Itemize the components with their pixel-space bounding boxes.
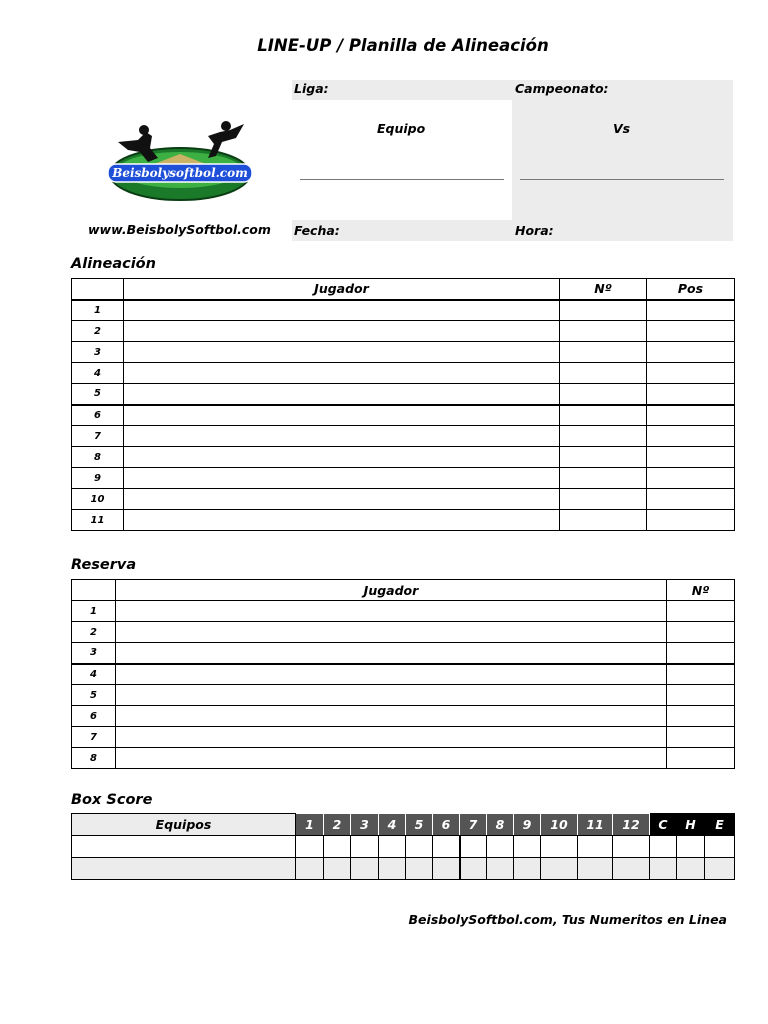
- liga-label: Liga:: [294, 81, 329, 96]
- reserva-row: [72, 601, 735, 622]
- row-number: 7: [72, 727, 116, 748]
- posicion-cell[interactable]: [647, 321, 735, 342]
- reserva-row: [72, 643, 735, 664]
- alineacion-heading: Alineación: [71, 256, 156, 272]
- numero-cell[interactable]: [667, 706, 735, 727]
- header-info: [292, 80, 733, 241]
- inning-score-cell[interactable]: [406, 836, 433, 858]
- inning-score-cell[interactable]: [613, 858, 650, 880]
- team-name-cell[interactable]: [72, 836, 296, 858]
- jugador-cell[interactable]: [116, 727, 667, 748]
- posicion-cell[interactable]: [647, 405, 735, 426]
- total-header: C: [650, 814, 677, 836]
- alineacion-row: [72, 405, 735, 426]
- total-header: E: [705, 814, 735, 836]
- inning-score-cell[interactable]: [514, 836, 541, 858]
- row-number: 3: [72, 342, 124, 363]
- row-number: 1: [72, 601, 116, 622]
- inning-score-cell[interactable]: [379, 836, 406, 858]
- inning-score-cell[interactable]: [433, 836, 460, 858]
- jugador-cell[interactable]: [124, 510, 560, 531]
- jugador-cell[interactable]: [124, 363, 560, 384]
- row-number: 2: [72, 321, 124, 342]
- row-number: 4: [72, 363, 124, 384]
- row-number: 11: [72, 510, 124, 531]
- reserva-row: [72, 622, 735, 643]
- alineacion-row: [72, 342, 735, 363]
- row-number: 3: [72, 643, 116, 664]
- inning-score-cell[interactable]: [324, 858, 351, 880]
- inning-score-cell[interactable]: [433, 858, 460, 880]
- vs-label: Vs: [613, 121, 631, 136]
- row-number: 7: [72, 426, 124, 447]
- jugador-cell[interactable]: [124, 426, 560, 447]
- numero-cell[interactable]: [560, 384, 647, 405]
- inning-score-cell[interactable]: [487, 858, 514, 880]
- numero-cell[interactable]: [560, 405, 647, 426]
- jugador-cell[interactable]: [124, 405, 560, 426]
- reserva-row: [72, 664, 735, 685]
- box-score-team-row: [72, 858, 735, 880]
- numero-header: Nº: [560, 279, 647, 300]
- inning-header: 6: [433, 814, 460, 836]
- row-number: 1: [72, 300, 124, 321]
- total-cell[interactable]: [650, 836, 677, 858]
- jugador-cell[interactable]: [124, 321, 560, 342]
- posicion-cell[interactable]: [647, 426, 735, 447]
- box-score-heading: Box Score: [71, 792, 153, 808]
- numero-cell[interactable]: [560, 489, 647, 510]
- jugador-cell[interactable]: [116, 748, 667, 769]
- inning-score-cell[interactable]: [578, 858, 613, 880]
- logo-text: Beisbolysoftbol.com: [112, 166, 248, 180]
- inning-score-cell[interactable]: [351, 836, 379, 858]
- inning-score-cell[interactable]: [578, 836, 613, 858]
- alineacion-table: [71, 278, 735, 531]
- numero-cell[interactable]: [560, 510, 647, 531]
- inning-score-cell[interactable]: [514, 858, 541, 880]
- numero-cell[interactable]: [667, 622, 735, 643]
- inning-header: 2: [324, 814, 351, 836]
- jugador-header: Jugador: [116, 580, 667, 601]
- jugador-cell[interactable]: [116, 685, 667, 706]
- numero-cell[interactable]: [667, 601, 735, 622]
- alineacion-row: [72, 363, 735, 384]
- posicion-cell[interactable]: [647, 363, 735, 384]
- numero-cell[interactable]: [667, 748, 735, 769]
- jugador-cell[interactable]: [116, 643, 667, 664]
- inning-header: 4: [379, 814, 406, 836]
- numero-cell[interactable]: [667, 685, 735, 706]
- inning-header: 11: [578, 814, 613, 836]
- inning-header: 8: [487, 814, 514, 836]
- posicion-cell[interactable]: [647, 447, 735, 468]
- posicion-cell[interactable]: [647, 468, 735, 489]
- inning-score-cell[interactable]: [541, 858, 578, 880]
- total-cell[interactable]: [705, 858, 735, 880]
- total-cell[interactable]: [677, 858, 705, 880]
- posicion-header: Pos: [647, 279, 735, 300]
- alineacion-row: [72, 489, 735, 510]
- alineacion-row: [72, 447, 735, 468]
- posicion-cell[interactable]: [647, 489, 735, 510]
- inning-score-cell[interactable]: [541, 836, 578, 858]
- jugador-cell[interactable]: [124, 468, 560, 489]
- inning-score-cell[interactable]: [296, 836, 324, 858]
- rival-line[interactable]: [520, 179, 724, 180]
- row-number: 5: [72, 685, 116, 706]
- numero-cell[interactable]: [667, 727, 735, 748]
- numero-cell[interactable]: [560, 300, 647, 321]
- reserva-table: [71, 579, 735, 769]
- numero-cell[interactable]: [560, 468, 647, 489]
- row-number: 6: [72, 405, 124, 426]
- inning-score-cell[interactable]: [296, 858, 324, 880]
- row-number: 5: [72, 384, 124, 405]
- row-number: 8: [72, 748, 116, 769]
- numero-cell[interactable]: [560, 342, 647, 363]
- inning-header: 12: [613, 814, 650, 836]
- inning-score-cell[interactable]: [487, 836, 514, 858]
- team-name-cell[interactable]: [72, 858, 296, 880]
- row-number-header: [72, 279, 124, 300]
- total-header: H: [677, 814, 705, 836]
- equipo-line[interactable]: [300, 179, 504, 180]
- jugador-cell[interactable]: [124, 384, 560, 405]
- inning-score-cell[interactable]: [460, 836, 487, 858]
- logo-image: [104, 118, 256, 206]
- numero-cell[interactable]: [667, 664, 735, 685]
- inning-header: 10: [541, 814, 578, 836]
- posicion-cell[interactable]: [647, 300, 735, 321]
- posicion-cell[interactable]: [647, 384, 735, 405]
- alineacion-row: [72, 468, 735, 489]
- jugador-cell[interactable]: [116, 706, 667, 727]
- row-number: 6: [72, 706, 116, 727]
- footer-tagline: BeisbolySoftbol.com, Tus Numeritos en Linea: [408, 912, 727, 927]
- jugador-cell[interactable]: [124, 447, 560, 468]
- website-url: www.BeisbolySoftbol.com: [88, 222, 271, 237]
- alineacion-row: [72, 321, 735, 342]
- jugador-cell[interactable]: [124, 300, 560, 321]
- reserva-row: [72, 748, 735, 769]
- inning-score-cell[interactable]: [460, 858, 487, 880]
- total-cell[interactable]: [650, 858, 677, 880]
- total-cell[interactable]: [677, 836, 705, 858]
- row-number-header: [72, 580, 116, 601]
- row-number: 4: [72, 664, 116, 685]
- posicion-cell[interactable]: [647, 510, 735, 531]
- inning-score-cell[interactable]: [324, 836, 351, 858]
- box-score-team-row: [72, 836, 735, 858]
- row-number: 9: [72, 468, 124, 489]
- inning-header: 3: [351, 814, 379, 836]
- row-number: 10: [72, 489, 124, 510]
- campeonato-label: Campeonato:: [515, 81, 609, 96]
- reserva-row: [72, 685, 735, 706]
- equipo-label: Equipo: [377, 121, 426, 136]
- box-score-table: [71, 813, 735, 880]
- jugador-header: Jugador: [124, 279, 560, 300]
- inning-header: 5: [406, 814, 433, 836]
- alineacion-row: [72, 300, 735, 321]
- row-number: 8: [72, 447, 124, 468]
- fecha-label: Fecha:: [294, 223, 340, 238]
- posicion-cell[interactable]: [647, 342, 735, 363]
- alineacion-row: [72, 384, 735, 405]
- inning-header: 9: [514, 814, 541, 836]
- equipos-header: Equipos: [72, 814, 296, 836]
- numero-cell[interactable]: [560, 426, 647, 447]
- reserva-heading: Reserva: [71, 557, 137, 573]
- inning-score-cell[interactable]: [406, 858, 433, 880]
- jugador-cell[interactable]: [116, 601, 667, 622]
- jugador-cell[interactable]: [124, 489, 560, 510]
- reserva-row: [72, 706, 735, 727]
- logo: [104, 118, 256, 206]
- inning-score-cell[interactable]: [379, 858, 406, 880]
- inning-score-cell[interactable]: [613, 836, 650, 858]
- jugador-cell[interactable]: [124, 342, 560, 363]
- hora-label: Hora:: [515, 223, 554, 238]
- jugador-cell[interactable]: [116, 622, 667, 643]
- page-title: LINE-UP / Planilla de Alineación: [257, 36, 549, 55]
- numero-cell[interactable]: [560, 363, 647, 384]
- jugador-cell[interactable]: [116, 664, 667, 685]
- numero-cell[interactable]: [560, 447, 647, 468]
- row-number: 2: [72, 622, 116, 643]
- reserva-row: [72, 727, 735, 748]
- numero-header: Nº: [667, 580, 735, 601]
- numero-cell[interactable]: [560, 321, 647, 342]
- total-cell[interactable]: [705, 836, 735, 858]
- numero-cell[interactable]: [667, 643, 735, 664]
- alineacion-row: [72, 426, 735, 447]
- inning-header: 7: [460, 814, 487, 836]
- alineacion-row: [72, 510, 735, 531]
- inning-header: 1: [296, 814, 324, 836]
- inning-score-cell[interactable]: [351, 858, 379, 880]
